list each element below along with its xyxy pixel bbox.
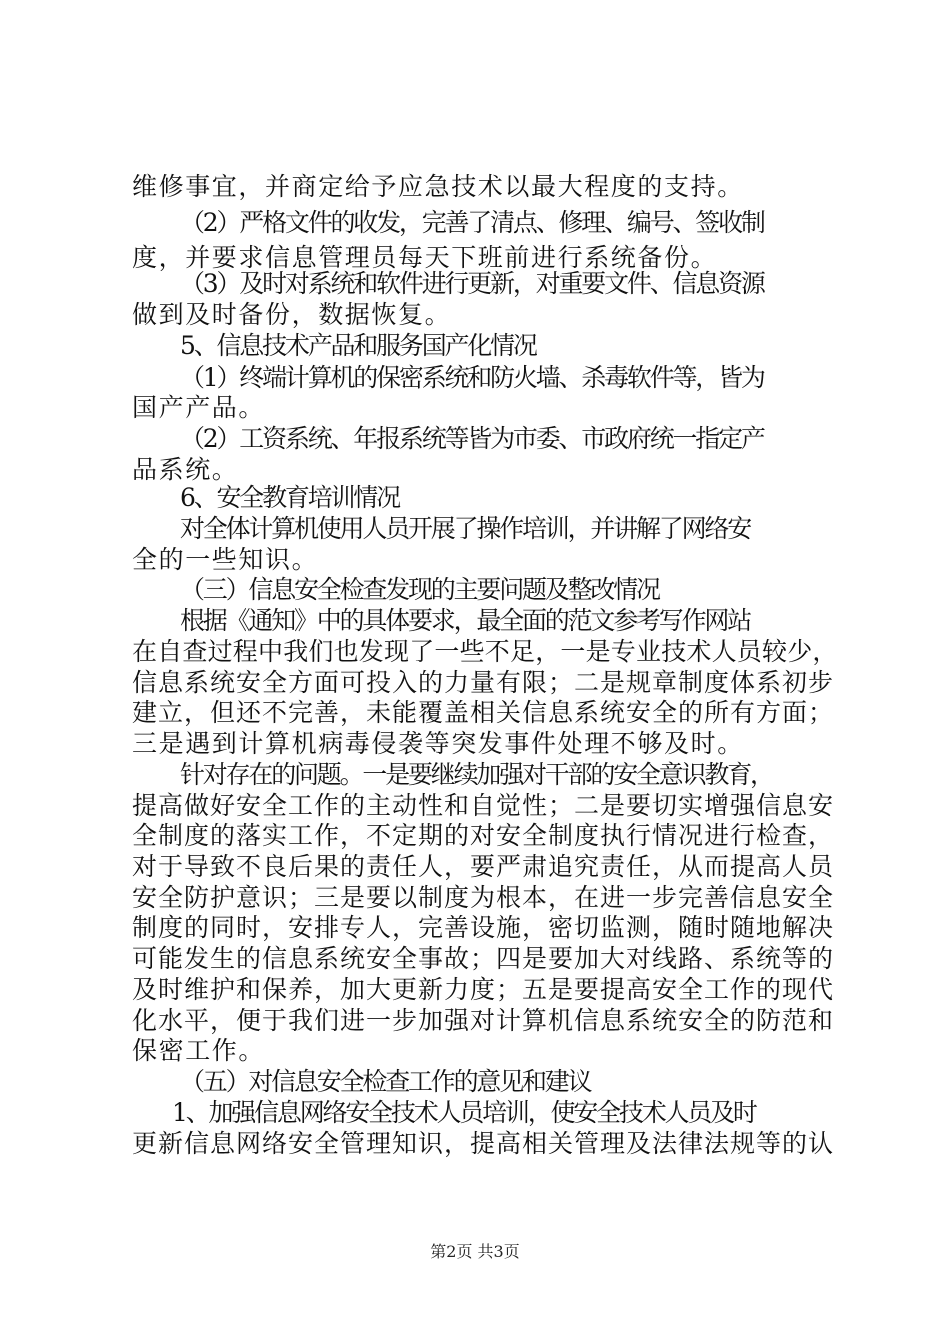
text-line: 国产产品。 <box>132 393 266 422</box>
text-line: 保密工作。 <box>132 1036 266 1065</box>
text-line: （2）工资系统、年报系统等皆为市委、市政府统一指定产 <box>180 424 764 453</box>
text-line: 根据《通知》中的具体要求，最全面的范文参考写作网站 <box>180 606 751 635</box>
text-line: （五）对信息安全检查工作的意见和建议 <box>180 1067 591 1096</box>
text-line: 度，并要求信息管理员每天下班前进行系统备份。 <box>132 243 718 272</box>
text-line: （3）及时对系统和软件进行更新，对重要文件、信息资源 <box>180 269 764 298</box>
text-line: 建立，但还不完善，未能覆盖相关信息系统安全的所有方面； <box>132 698 835 727</box>
text-line: 可能发生的信息系统安全事故；四是要加大对线路、系统等的 <box>132 944 835 973</box>
text-line: （2）严格文件的收发，完善了清点、修理、编号、签收制 <box>180 208 764 237</box>
text-line: 针对存在的问题。一是要继续加强对干部的安全意识教育， <box>180 760 773 789</box>
text-line: 1、加强信息网络安全技术人员培训，使安全技术人员及时 <box>172 1098 756 1127</box>
text-line: （三）信息安全检查发现的主要问题及整改情况 <box>180 575 659 604</box>
text-line: 做到及时备份，数据恢复。 <box>132 300 452 329</box>
text-line: 5、信息技术产品和服务国产化情况 <box>180 331 536 360</box>
text-line: 提高做好安全工作的主动性和自觉性；二是要切实增强信息安 <box>132 791 835 820</box>
text-line: 更新信息网络安全管理知识，提高相关管理及法律法规等的认 <box>132 1129 835 1158</box>
text-line: 维修事宜，并商定给予应急技术以最大程度的支持。 <box>132 172 744 201</box>
text-line: 全的一些知识。 <box>132 545 319 574</box>
text-line: 制度的同时，安排专人，完善设施，密切监测，随时随地解决 <box>132 913 835 942</box>
text-line: 安全防护意识；三是要以制度为根本，在进一步完善信息安全 <box>132 883 835 912</box>
text-line: 品系统。 <box>132 455 239 484</box>
text-line: 6、安全教育培训情况 <box>180 483 399 512</box>
text-line: 对全体计算机使用人员开展了操作培训，并讲解了网络安 <box>180 514 751 543</box>
text-line: （1）终端计算机的保密系统和防火墙、杀毒软件等，皆为 <box>180 363 764 392</box>
text-line: 信息系统安全方面可投入的力量有限；二是规章制度体系初步 <box>132 668 835 697</box>
text-line: 及时维护和保养，加大更新力度；五是要提高安全工作的现代 <box>132 975 835 1004</box>
text-line: 三是遇到计算机病毒侵袭等突发事件处理不够及时。 <box>132 729 744 758</box>
page-number-footer: 第2页 共3页 <box>430 1242 520 1261</box>
text-line: 全制度的落实工作，不定期的对安全制度执行情况进行检查， <box>132 821 835 850</box>
text-line: 化水平，便于我们进一步加强对计算机信息系统安全的防范和 <box>132 1006 835 1035</box>
text-line: 在自查过程中我们也发现了一些不足，一是专业技术人员较少， <box>132 637 838 666</box>
text-line: 对于导致不良后果的责任人，要严肃追究责任，从而提高人员 <box>132 852 835 881</box>
